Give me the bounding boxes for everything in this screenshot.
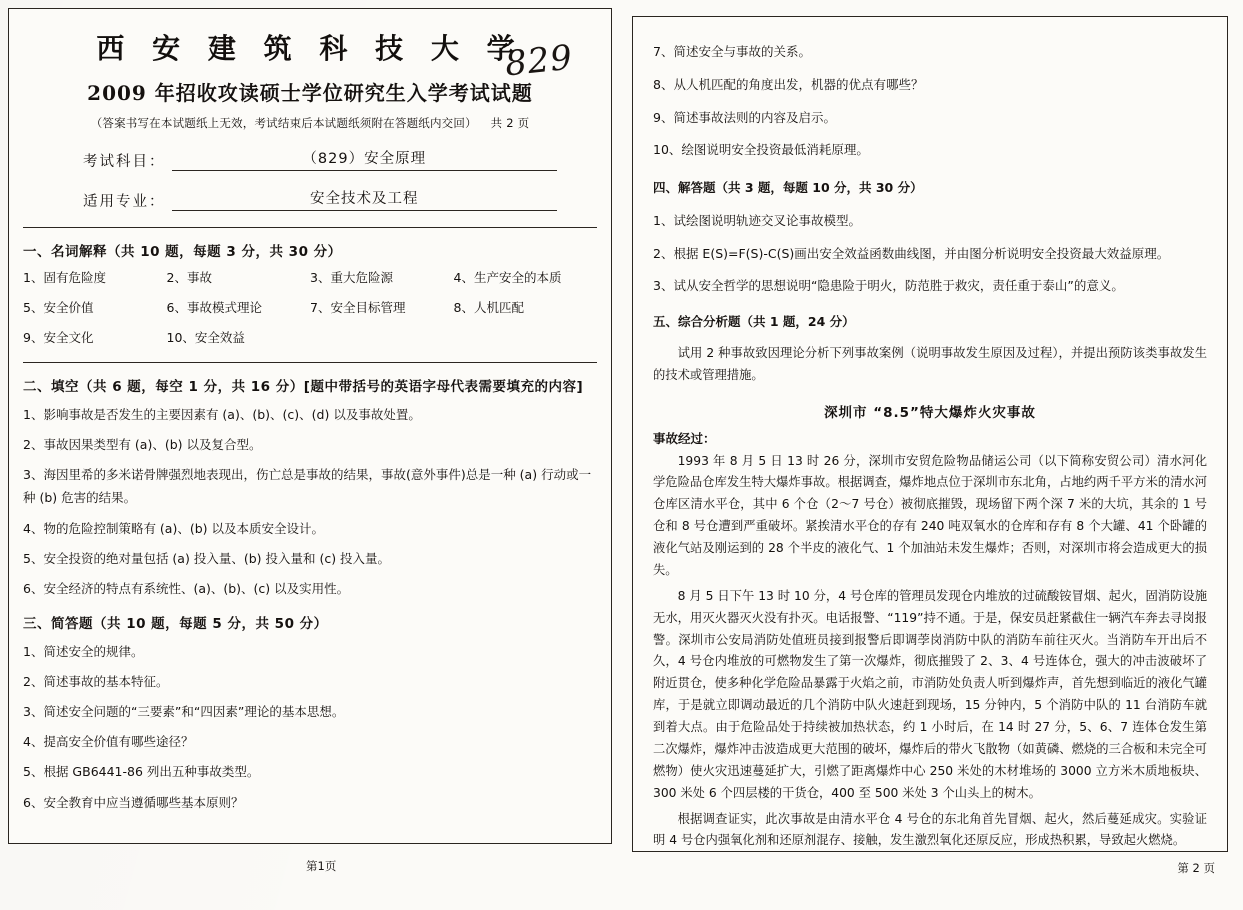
section-heading-answer: 四、解答题（共 3 题，每题 10 分，共 30 分） [653,180,923,195]
question-item: 7、简述安全与事故的关系。 [653,44,811,59]
section-heading-case: 五、综合分析题（共 1 题，24 分） [653,314,855,329]
page-1 [8,8,612,844]
page-1-footer: 第1页 [306,859,337,873]
page-2-footer: 第 2 页 [1177,861,1215,875]
question-item: 6、安全经济的特点有系统性、(a)、(b)、(c) 以及实用性。 [23,580,350,596]
question-item: 1、试绘图说明轨迹交叉论事故模型。 [653,212,861,228]
divider [23,227,597,228]
question-item: 8、从人机匹配的角度出发，机器的优点有哪些？ [653,76,924,92]
question-item: 3、试从安全哲学的思想说明“隐患险于明火，防范胜于救灾，责任重于泰山”的意义。 [653,278,1124,294]
list-item: 2、事故 [166,270,212,285]
question-item: 4、提高安全价值有哪些途径？ [23,734,194,750]
question-item: 2、根据 E(S)=F(S)-C(S)画出安全效益函数曲线图，并由图分析说明安全投资最大效益原理。 [653,245,1170,261]
question-item: 5、根据 GB6441-86 列出五种事故类型。 [23,764,260,780]
section-heading-short-answer: 三、简答题（共 10 题，每题 5 分，共 50 分） [23,615,328,632]
list-item: 3、重大危险源 [310,270,393,285]
question-item: 2、简述事故的基本特征。 [23,674,169,689]
exam-title: 2009 年招收攻读硕士学位研究生入学考试试题 [87,81,533,105]
list-item: 10、安全效益 [166,330,245,345]
question-item: 3、简述安全问题的“三要素”和“四因素”理论的基本思想。 [23,704,345,720]
case-paragraph: 8 月 5 日下午 13 时 10 分，4 号仓库的管理员发现仓内堆放的过硫酸铵冒烟、起火，固消防设施无水，用灭火器灭火没有扑灭。电话报警、“119”持不通。于是，保安员赶紧截住一辆汽车奔去寻岗报警。深圳市公安局消防处值班员接到报警后即调荸岗消防中队的消防车前往灭火。当消防车开出后不久，4 号仓内堆放的可燃物发生了第一次爆炸，彻底摧毁了 2、3、4 号连体仓，强大的冲击波破坏了附近贯仓，使多种化学危险品暴露于火焰之前，市消防处负责人听到爆炸声，首先想到临近的液化气罐库，于是就立即调动最近的几个消防中队火速赶到现场，15 分钟内，5 个消防中队的 11 台消防车就到着大点。由于危险品处于持续被加热状态，约 1 小时后，在 14 时 27 分，5、6、7 连体仓发生第二次爆炸，爆炸冲击波造成更大范围的破坏，爆炸后的带火飞散物（如黄磷、燃烧的三合板和未完全可燃物）使火灾迅速蔓延扩大，引燃了距离爆炸中心 250 米处的木材堆场的 3000 立方米木质地板块、300 米处 6 个四层楼的干货仓，400 至 500 米处 3 个山头上的树木。 [653,588,1207,800]
major-row [23,187,597,211]
list-item: 8、人机匹配 [453,300,524,315]
case-paragraph: 根据调查证实，此次事故是由清水平仓 4 号仓的东北角首先冒烟、起火，然后蔓延成灾。实验证明 4 号仓内强氧化剂和还原剂混存、接触，发生激烈氧化还原反应，形成热积累，导致起火燃烧。 [653,811,1207,848]
question-item: 5、安全投资的绝对量包括 (a) 投入量、(b) 投入量和 (c) 投入量。 [23,550,391,566]
exam-note [23,115,597,131]
section-heading-terms: 一、名词解释（共 10 题，每题 3 分，共 30 分） [23,244,342,260]
terms-list [23,268,597,346]
list-item: 4、生产安全的本质 [453,270,562,285]
subject-label: 考试科目： [83,154,166,170]
university-title: 西 安 建 筑 科 技 大 学 [96,32,524,65]
list-item: 7、安全目标管理 [310,300,406,315]
question-item: 6、安全教育中应当遵循哪些基本原则？ [23,794,244,810]
question-item: 2、事故因果类型有 (a)、(b) 以及复合型。 [23,437,262,453]
list-item: 1、固有危险度 [23,270,106,285]
list-item: 6、事故模式理论 [166,300,262,315]
question-item: 10、绘图说明安全投资最低消耗原理。 [653,142,869,158]
page-2 [626,8,1234,856]
major-label: 适用专业： [83,194,166,210]
subject-row [23,147,597,171]
question-item: 4、物的危险控制策略有 (a)、(b) 以及本质安全设计。 [23,520,325,536]
question-item: 1、影响事故是否发生的主要因素有 (a)、(b)、(c)、(d) 以及事故处置。 [23,407,421,422]
section-heading-fill: 二、填空（共 6 题，每空 1 分，共 16 分）[题中带括号的英语字母代表需要填充的内容] [23,379,584,395]
case-prompt: 试用 2 种事故致因理论分析下列事故案例（说明事故发生原因及过程），并提出预防该类事故发生的技术或管理措施。 [653,345,1207,382]
page-count: 共 2 页 [490,116,530,130]
list-item: 9、安全文化 [23,330,94,345]
exam-note-text: （答案书写在本试题纸上无效，考试结束后本试题纸须附在答题纸内交回） [90,116,477,130]
divider [23,362,597,363]
question-item: 1、简述安全的规律。 [23,643,144,659]
subject-value: （829）安全原理 [172,147,558,171]
question-item: 9、简述事故法则的内容及启示。 [653,109,836,125]
case-paragraph: 1993 年 8 月 5 日 13 时 26 分，深圳市安贸危险物品储运公司（以下简称安贸公司）清水河化学危险品仓库发生特大爆炸事故。根据调查，爆炸地点位于深圳市东北角，占地约两千平方米的清水河仓库区清水平仓，其中 6 个仓（2～7 号仓）被彻底摧毁，现场留下两个深 7 米的大坑，其余的 1 号仓和 8 号仓遭到严重破坏。紧挨清水平仓的存有 240 吨双氧水的仓库和存有 8 个大罐、41 个卧罐的液化气站及刚运到的 28 个半皮的液化气、1 个加油站未发生爆炸；否则，对深圳市将会造成更大的损失。 [653,453,1207,577]
question-item: 3、海因里希的多米诺骨牌强烈地表现出，伤亡总是事故的结果，事故(意外事件)总是一种 (a) 行动或一种 (b) 危害的结果。 [23,467,592,506]
list-item: 5、安全价值 [23,300,94,315]
paper-code: 829 [503,37,575,85]
case-label: 事故经过： [653,430,716,446]
major-value: 安全技术及工程 [172,187,558,211]
case-title: 深圳市 “8.5”特大爆炸火灾事故 [824,404,1036,421]
